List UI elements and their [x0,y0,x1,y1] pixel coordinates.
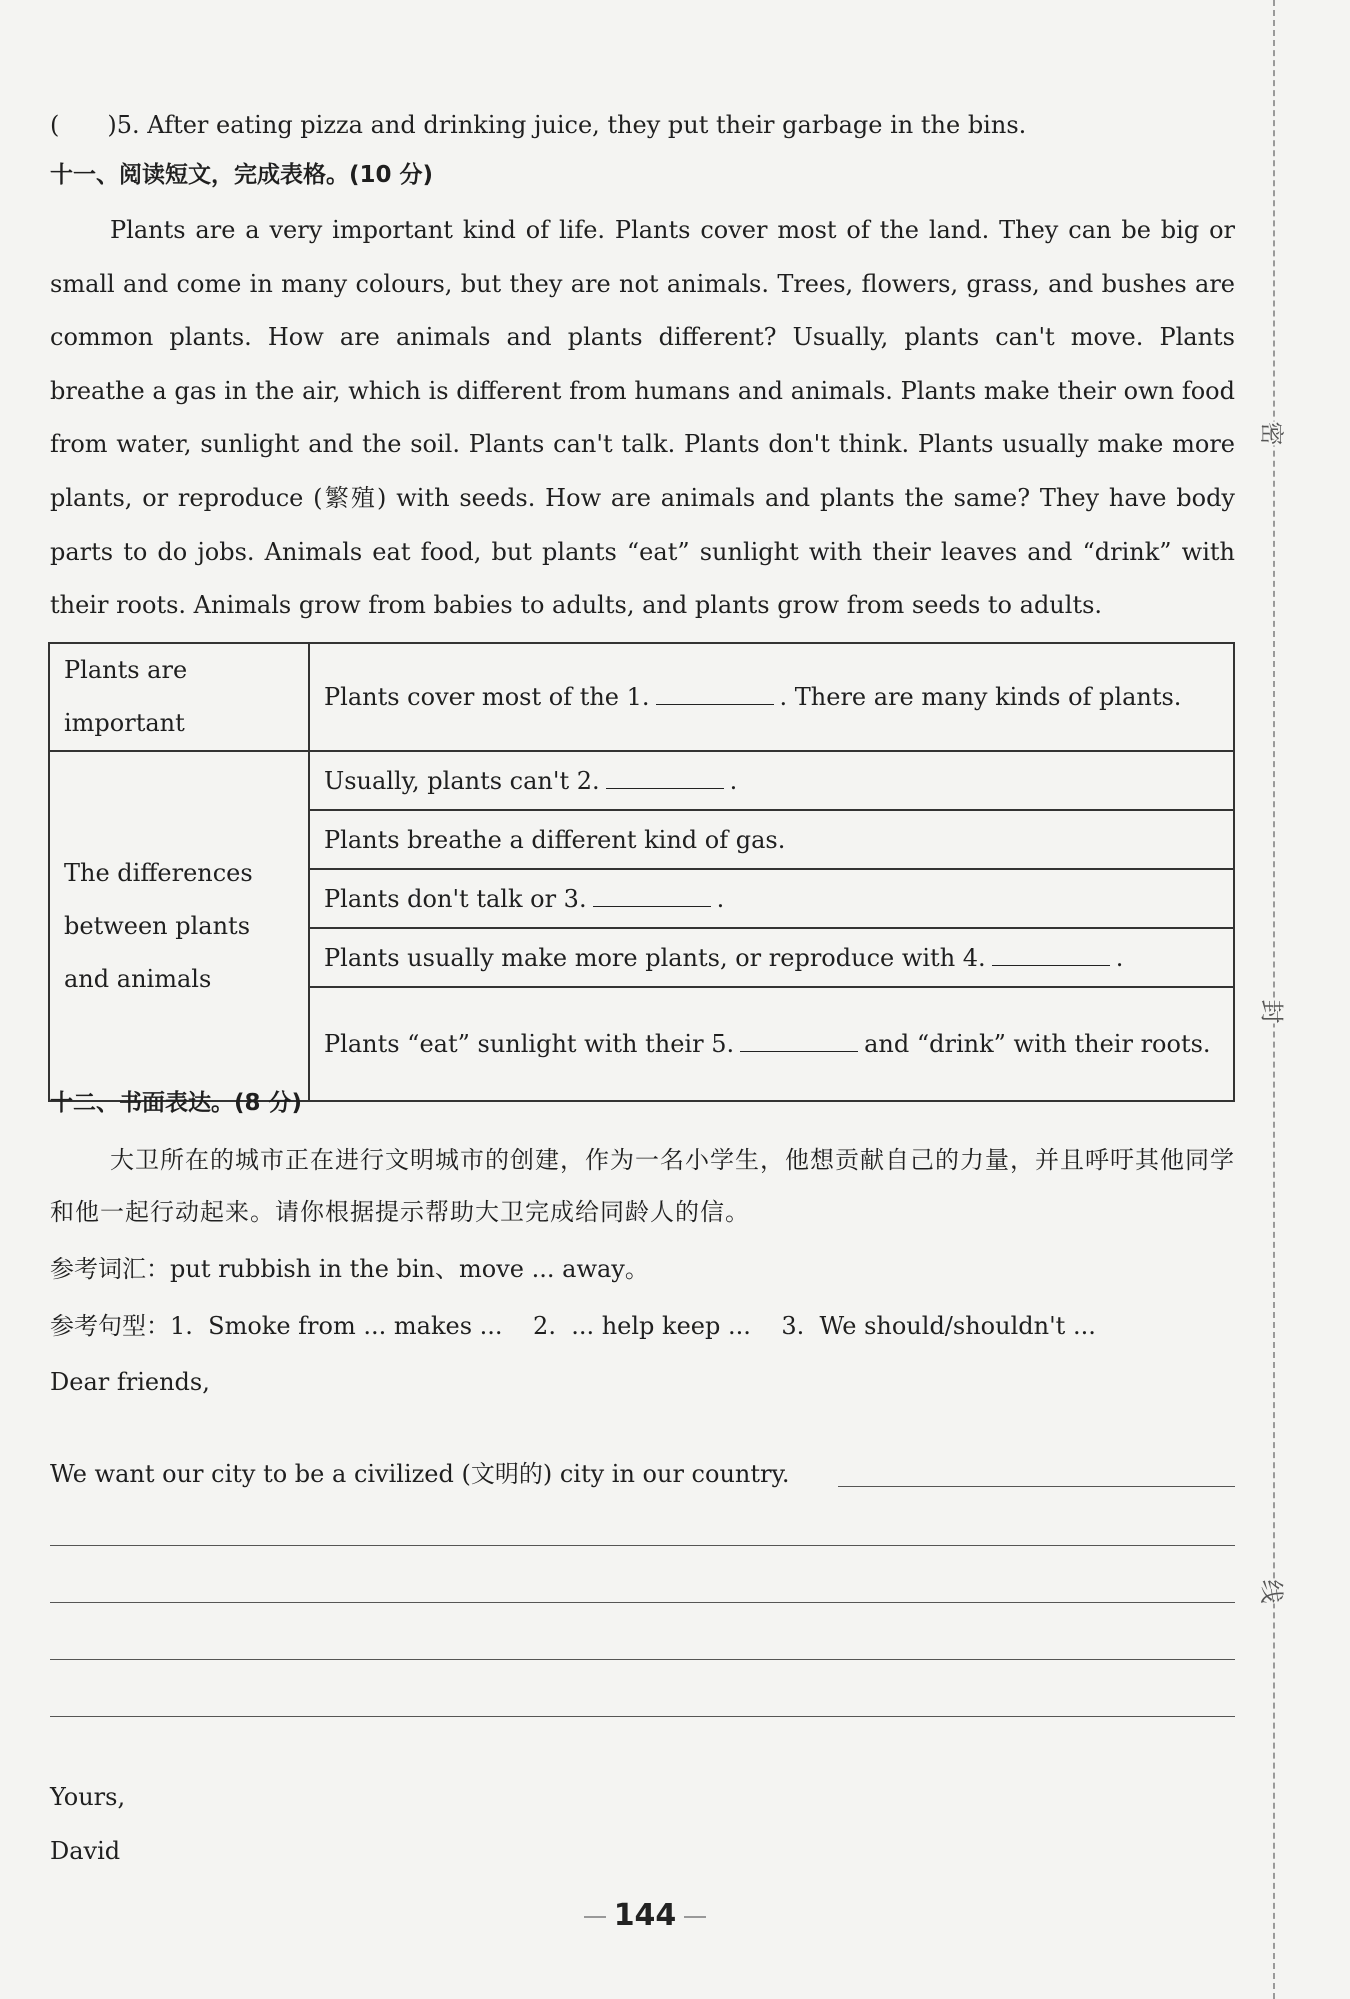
table-row [49,643,1234,751]
item-text: . There are many kinds of plants. [779,683,1182,711]
page-number-text: 144 [613,1898,677,1933]
table-item [309,928,1234,987]
writing-line[interactable] [838,1486,1235,1487]
item-text: . [716,884,725,913]
blank-4[interactable] [992,943,1110,966]
item-text: Plants usually make more plants, or reproduce with 4. [324,943,986,972]
blank-1[interactable] [656,682,774,705]
blank-2[interactable] [606,766,724,789]
reading-passage: Plants are a very important kind of life. Plants cover most of the land. They can be big or small and come in many colours, but they are not animals. Trees, flowers, grass, and bushes are common plants. How are animals and plants different? Usually, plants can't move. Plants breathe a gas in the air, which is different from humans and animals. Plants make their own food from water, sunlight and the soil. Plants can't talk. Plants don't think. Plants usually make more plants, or reproduce (繁殖) with seeds. How are animals and plants the same? They have body parts to do jobs. Animals eat food, but plants “eat” sunlight with their leaves and “drink” with their roots. Animals grow from babies to adults, and plants grow from seeds to adults. [50,216,1235,620]
reference-vocab: 参考词汇：put rubbish in the bin、move ... away。 [50,1255,649,1283]
table-item: Plants breathe a different kind of gas. [309,810,1234,869]
reading-table [48,642,1235,1102]
section-11-title: 十一、阅读短文，完成表格。(10 分) [50,162,434,188]
item-text: . [729,766,738,795]
letter-closing: Yours, [50,1783,126,1811]
table-category: The differences between plants and animals [49,751,309,1101]
page-number [0,1898,1290,1933]
item-text: and “drink” with their roots. [864,1029,1211,1058]
item-text: Plants cover most of the 1. [324,683,650,711]
writing-line[interactable] [50,1545,1235,1546]
table-item [309,751,1234,810]
section-12-title: 十二、书面表达。(8 分) [50,1090,303,1116]
margin-char-seal: 封 [1253,1000,1296,1024]
item-text: Plants “eat” sunlight with their 5. [324,1029,735,1058]
item-text: Usually, plants can't 2. [324,766,600,795]
writing-line[interactable] [50,1716,1235,1717]
writing-line[interactable] [50,1602,1235,1603]
margin-char-seal: 密 [1253,422,1296,446]
dash-decoration [584,1916,606,1918]
blank-5[interactable] [740,1029,858,1052]
question-5 [50,110,1235,140]
blank-3[interactable] [593,884,711,907]
writing-prompt: 大卫所在的城市正在进行文明城市的创建，作为一名小学生，他想贡献自己的力量，并且呼吁其他同学和他一起行动起来。请你根据提示帮助大卫完成给同龄人的信。 [50,1146,1235,1226]
answer-bracket[interactable]: ( ) [50,111,117,139]
letter-signature: David [50,1837,121,1865]
dash-decoration [684,1916,706,1918]
item-text: . [1115,943,1124,972]
table-category: Plants are important [49,643,309,751]
reference-sentences: 参考句型：1. Smoke from ... makes ... 2. ... help keep ... 3. We should/shouldn't ... [50,1312,1096,1340]
table-item [309,643,1234,751]
letter-greeting: Dear friends, [50,1368,210,1396]
table-item [309,987,1234,1101]
margin-char-line: 线 [1253,1580,1296,1604]
question-text: After eating pizza and drinking juice, they put their garbage in the bins. [147,111,1027,139]
table-item [309,869,1234,928]
writing-line[interactable] [50,1659,1235,1660]
item-text: Plants don't talk or 3. [324,884,587,913]
letter-opening: We want our city to be a civilized (文明的) city in our country. [50,1460,790,1488]
question-number: 5. [116,111,140,139]
table-row [49,751,1234,810]
